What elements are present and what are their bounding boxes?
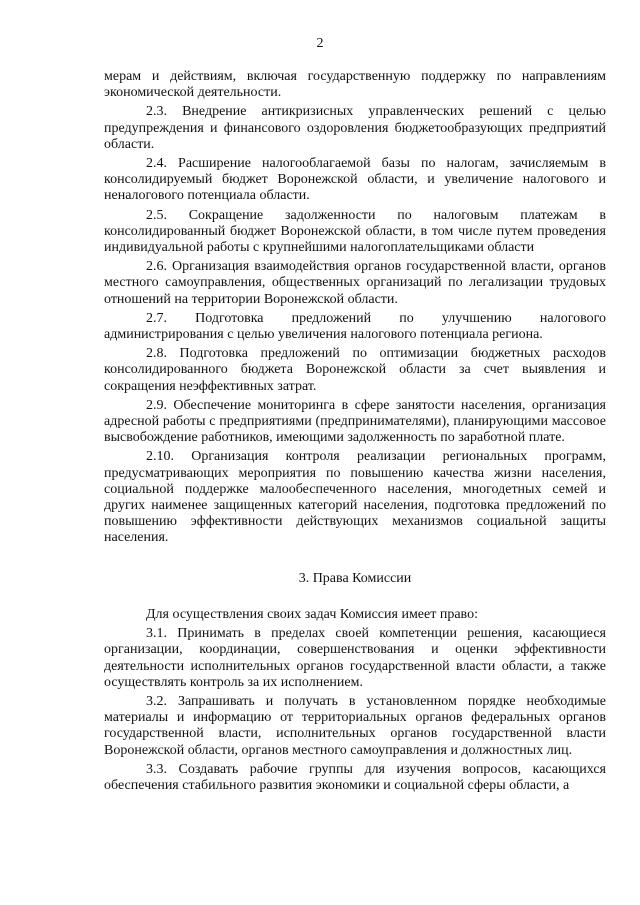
paragraph-2-4: 2.4. Расширение налогооблагаемой базы по налогам, зачисляемым в консолидируемый бюджет Воронежской области, и увеличение налогового и неналогового потенциала области. — [104, 156, 606, 204]
paragraph-3-2: 3.2. Запрашивать и получать в установленном порядке необходимые материалы и информацию от территориальных органов федеральных органов государственной власти, исполнительных органов государственной власти Воронежской области, органов местного самоуправления и должностных лиц. — [104, 693, 606, 758]
paragraph-2-10: 2.10. Организация контроля реализации региональных программ, предусматривающих мероприятия по повышению качества жизни населения, социальной поддержке малообеспеченного населения, многодетных семей и других наименее защищенных категорий населения, подготовка предложений по повышению эффективности действующих механизмов социальной защиты населения. — [104, 449, 606, 546]
paragraph-continuation: мерам и действиям, включая государственную поддержку по направлениям экономической деятельности. — [104, 69, 606, 101]
paragraph-3-3: 3.3. Создавать рабочие группы для изучения вопросов, касающихся обеспечения стабильного развития экономики и социальной сферы области, а — [104, 761, 606, 793]
paragraph-2-8: 2.8. Подготовка предложений по оптимизации бюджетных расходов консолидированного бюджета Воронежской области за счет выявления и сокращения неэффективных затрат. — [104, 346, 606, 394]
paragraph-2-5: 2.5. Сокращение задолженности по налоговым платежам в консолидированный бюджет Воронежской области, в том числе путем проведения индивидуальной работы с крупнейшими налогоплательщиками области — [104, 207, 606, 256]
page-number: 2 — [316, 36, 324, 51]
document-body — [104, 69, 606, 797]
section-heading: 3. Права Комиссии — [298, 570, 412, 586]
section-intro: Для осуществления своих задач Комиссия имеет право: — [146, 606, 478, 622]
paragraph-2-7: 2.7. Подготовка предложений по улучшению налогового администрирования с целью увеличения налогового потенциала региона. — [104, 310, 606, 343]
paragraph-2-3: 2.3. Внедрение антикризисных управленческих решений с целью предупреждения и финансового оздоровления бюджетообразующих предприятий области. — [104, 104, 606, 152]
paragraph-3-1: 3.1. Принимать в пределах своей компетенции решения, касающиеся организации, координации, совершенствования и оценки эффективности деятельности исполнительных органов государственной власти области, а также осуществлять контроль за их исполнением. — [104, 626, 606, 690]
paragraph-2-9: 2.9. Обеспечение мониторинга в сфере занятости населения, организация адресной работы с предприятиями (предпринимателями), планирующими массовое высвобождение работников, имеющими задолженность по заработной плате. — [104, 397, 606, 446]
paragraph-2-6: 2.6. Организация взаимодействия органов государственной власти, органов местного самоуправления, общественных организаций по легализации трудовых отношений на территории Воронежской области. — [104, 259, 606, 307]
